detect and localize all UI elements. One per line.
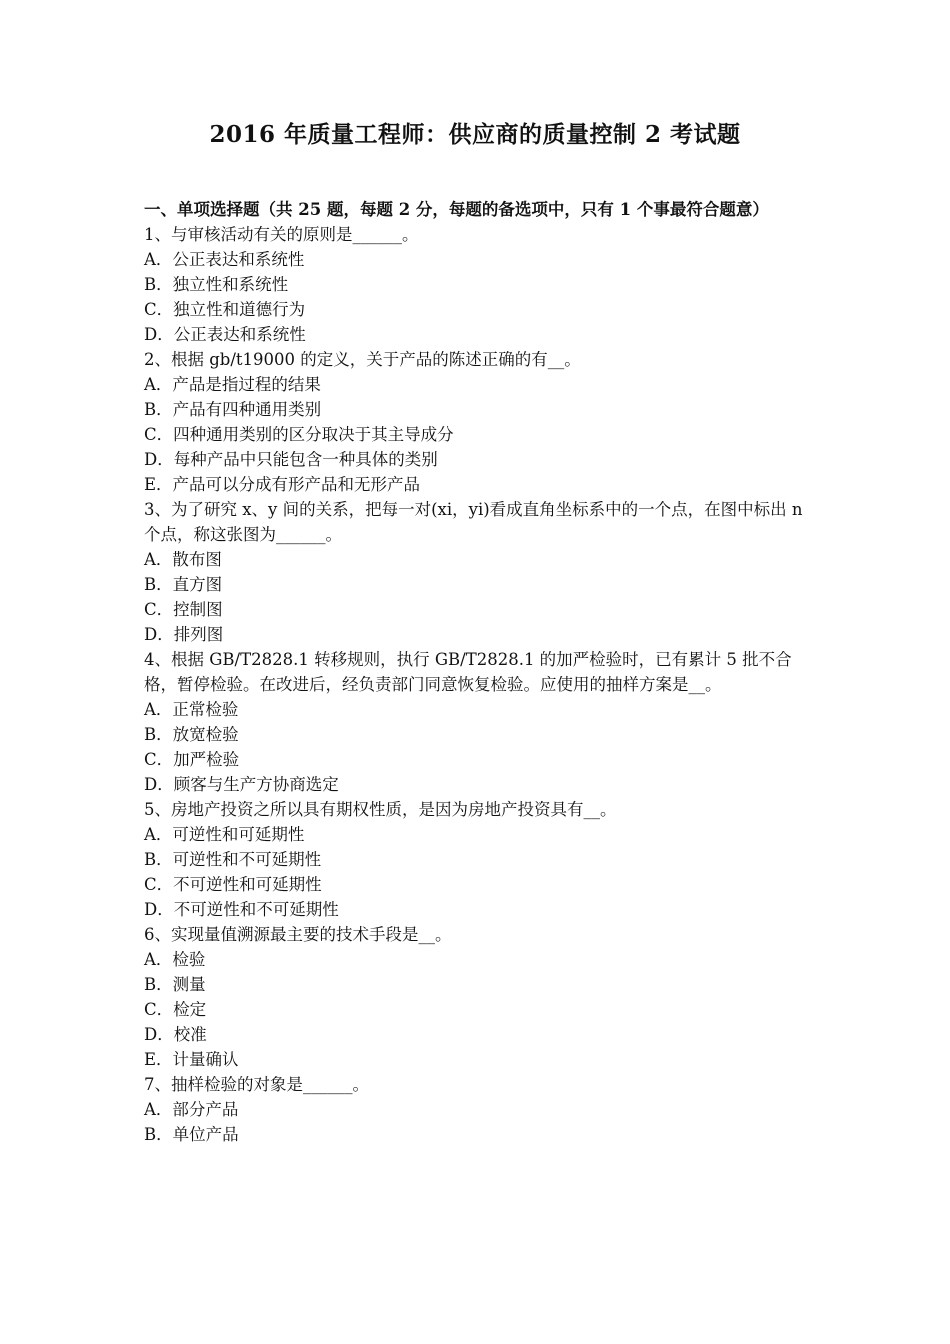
option-a: A．正常检验 [144, 700, 239, 719]
option-e: E．产品可以分成有形产品和无形产品 [144, 475, 421, 494]
option-a: A．公正表达和系统性 [144, 250, 305, 269]
question-1 [144, 222, 816, 347]
option-c: C．独立性和道德行为 [144, 300, 306, 319]
question-4 [144, 647, 816, 797]
question-7 [144, 1072, 816, 1147]
question-2 [144, 347, 816, 497]
document-body [144, 197, 816, 1147]
option-a: A．可逆性和可延期性 [144, 825, 305, 844]
section-heading: 一、单项选择题（共 25 题，每题 2 分，每题的备选项中，只有 1 个事最符合题意） [144, 200, 769, 219]
option-d: D．不可逆性和不可延期性 [144, 900, 339, 919]
option-c: C．控制图 [144, 600, 223, 619]
question-3 [144, 497, 816, 647]
option-b: B．放宽检验 [144, 725, 239, 744]
option-b: B．可逆性和不可延期性 [144, 850, 322, 869]
question-text: 5、房地产投资之所以具有期权性质，是因为房地产投资具有__。 [144, 800, 617, 819]
option-c: C．不可逆性和可延期性 [144, 875, 322, 894]
question-text: 2、根据 gb/t19000 的定义，关于产品的陈述正确的有__。 [144, 350, 581, 369]
option-a: A．散布图 [144, 550, 222, 569]
option-b: B．单位产品 [144, 1125, 239, 1144]
option-d: D．公正表达和系统性 [144, 325, 306, 344]
option-d: D．每种产品中只能包含一种具体的类别 [144, 450, 438, 469]
option-c: C．四种通用类别的区分取决于其主导成分 [144, 425, 454, 444]
question-text: 3、为了研究 x、y 间的关系，把每一对(xi，yi)看成直角坐标系中的一个点，在图中标出 n 个点，称这张图为______。 [144, 500, 803, 544]
option-b: B．直方图 [144, 575, 223, 594]
option-b: B．独立性和系统性 [144, 275, 289, 294]
question-5 [144, 797, 816, 922]
option-b: B．测量 [144, 975, 206, 994]
option-d: D．顾客与生产方协商选定 [144, 775, 339, 794]
option-d: D．校准 [144, 1025, 207, 1044]
option-a: A．部分产品 [144, 1100, 239, 1119]
question-text: 1、与审核活动有关的原则是______。 [144, 225, 419, 244]
option-a: A．检验 [144, 950, 206, 969]
option-a: A．产品是指过程的结果 [144, 375, 321, 394]
option-c: C．检定 [144, 1000, 207, 1019]
question-6 [144, 922, 816, 1072]
option-d: D．排列图 [144, 625, 224, 644]
option-c: C．加严检验 [144, 750, 240, 769]
option-b: B．产品有四种通用类别 [144, 400, 322, 419]
document-title: 2016 年质量工程师：供应商的质量控制 2 考试题 [209, 121, 741, 148]
option-e: E．计量确认 [144, 1050, 239, 1069]
question-text: 7、抽样检验的对象是______。 [144, 1075, 369, 1094]
question-text: 4、根据 GB/T2828.1 转移规则，执行 GB/T2828.1 的加严检验时，已有累计 5 批不合格，暂停检验。在改进后，经负责部门同意恢复检验。应使用的抽样方案是__。 [144, 650, 792, 694]
question-text: 6、实现量值溯源最主要的技术手段是__。 [144, 925, 452, 944]
